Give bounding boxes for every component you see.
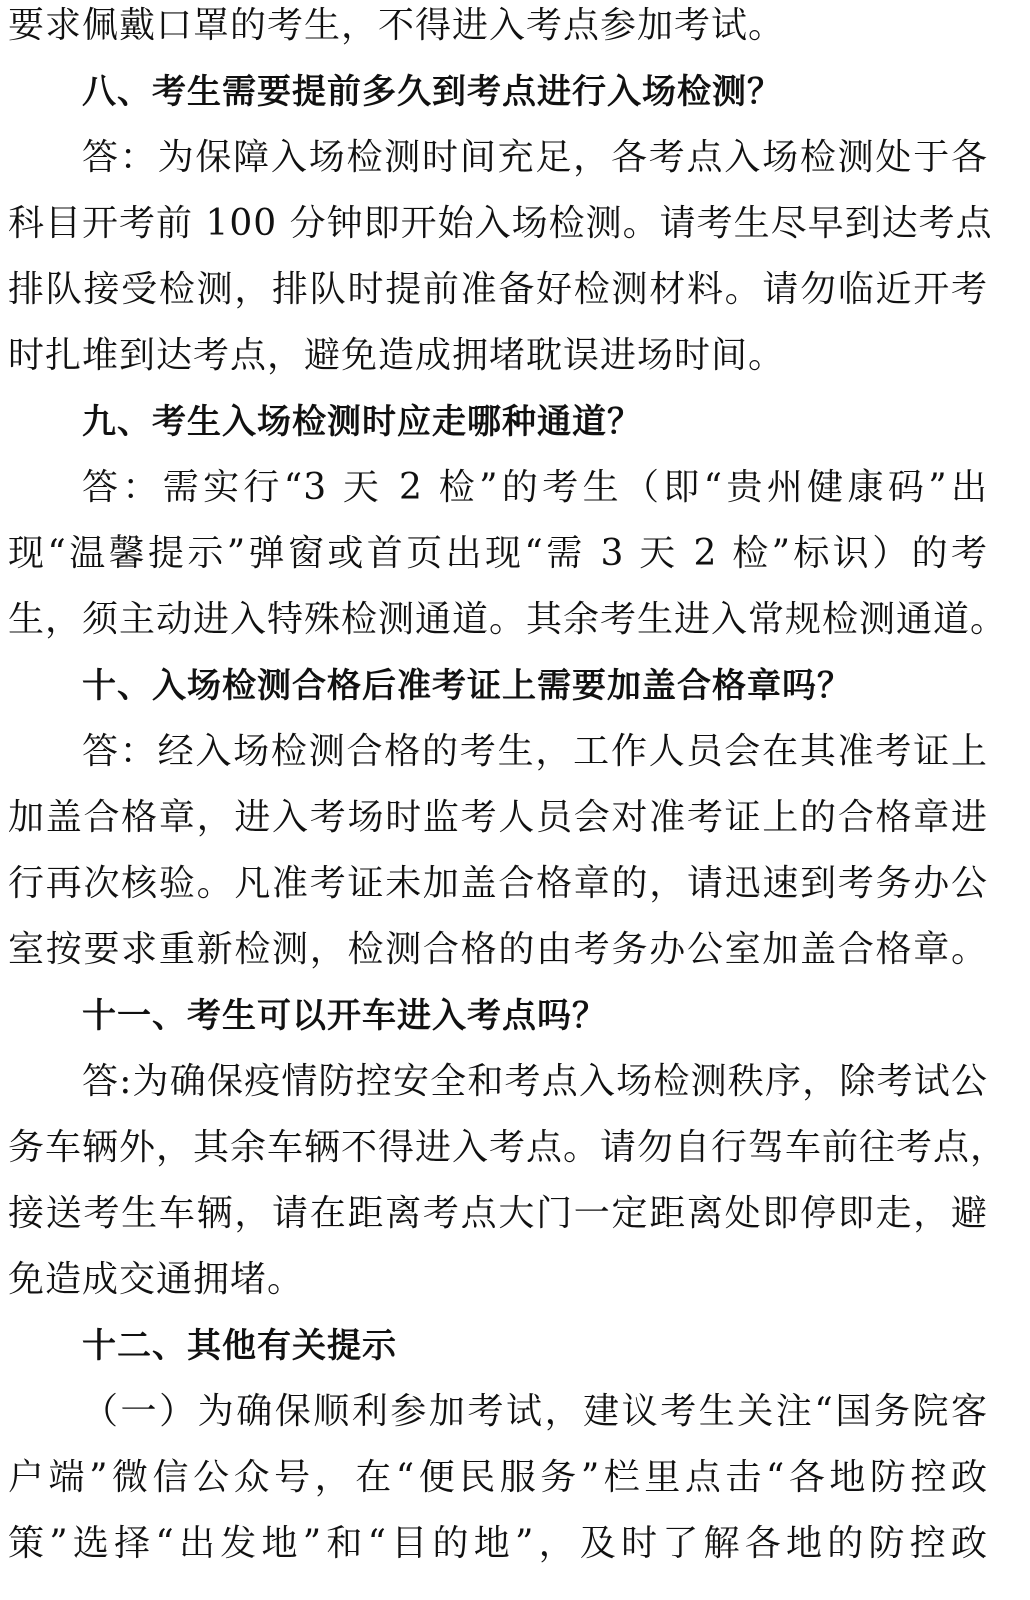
section-heading-12: 十二、其他有关提示 [82,1326,397,1366]
tip-line: 策”选择“出发地”和“目的地”，及时了解各地的防控政 [8,1523,988,1564]
answer-line: 接送考生车辆，请在距离考点大门一定距离处即停即走，避 [8,1193,988,1234]
answer-line: 加盖合格章，进入考场时监考人员会对准考证上的合格章进 [8,797,988,838]
answer-line: 生，须主动进入特殊检测通道。其余考生进入常规检测通道。 [8,599,1008,640]
answer-line: 室按要求重新检测，检测合格的由考务办公室加盖合格章。 [8,929,988,970]
answer-line: 时扎堆到达考点，避免造成拥堵耽误进场时间。 [8,335,786,376]
section-heading-8: 八、考生需要提前多久到考点进行入场检测？ [82,72,782,112]
section-heading-10: 十、入场检测合格后准考证上需要加盖合格章吗？ [82,666,852,706]
answer-line: 答：为保障入场检测时间充足，各考点入场检测处于各 [82,137,988,178]
answer-line: 答:为确保疫情防控安全和考点入场检测秩序，除考试公 [82,1061,988,1102]
answer-line: 排队接受检测，排队时提前准备好检测材料。请勿临近开考 [8,269,988,310]
section-heading-11: 十一、考生可以开车进入考点吗？ [82,996,607,1036]
answer-line: 现“温馨提示”弹窗或首页出现“需 3 天 2 检”标识）的考 [8,533,988,574]
section-heading-9: 九、考生入场检测时应走哪种通道？ [82,402,642,442]
tip-line: （一）为确保顺利参加考试，建议考生关注“国务院客 [82,1391,988,1432]
answer-line: 答：需实行“3 天 2 检”的考生（即“贵州健康码”出 [82,467,988,508]
tip-line: 户端”微信公众号，在“便民服务”栏里点击“各地防控政 [8,1457,988,1498]
paragraph-line: 要求佩戴口罩的考生，不得进入考点参加考试。 [8,5,786,46]
answer-line: 科目开考前 100 分钟即开始入场检测。请考生尽早到达考点 [8,203,993,244]
answer-line: 行再次核验。凡准考证未加盖合格章的，请迅速到考务办公 [8,863,988,904]
answer-line: 务车辆外，其余车辆不得进入考点。请勿自行驾车前往考点， [8,1127,1008,1168]
answer-line: 免造成交通拥堵。 [8,1259,305,1300]
answer-line: 答：经入场检测合格的考生，工作人员会在其准考证上 [82,731,988,772]
